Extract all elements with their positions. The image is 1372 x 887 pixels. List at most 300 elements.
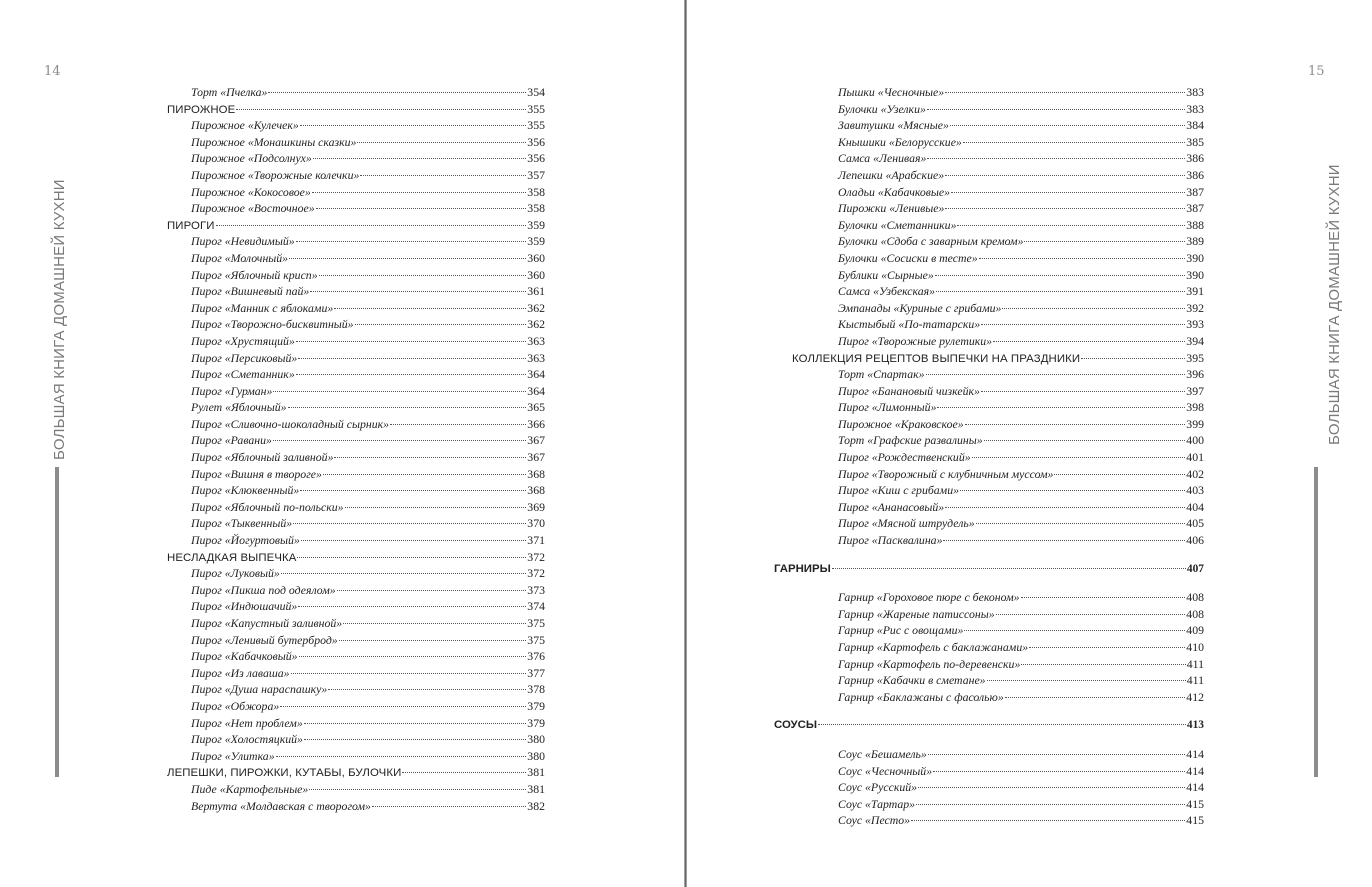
toc-entry[interactable]	[814, 134, 1204, 151]
toc-entry-page: 385	[1186, 134, 1204, 149]
toc-entry-page: 370	[527, 516, 545, 531]
toc-entry-page: 359	[527, 217, 545, 232]
dot-leader	[981, 324, 1185, 325]
toc-category[interactable]	[167, 764, 545, 781]
dot-leader	[987, 680, 1186, 681]
toc-entry-page: 368	[527, 466, 545, 481]
dot-leader	[1021, 597, 1186, 598]
dot-leader	[832, 568, 1186, 569]
dot-leader	[1081, 358, 1185, 359]
toc-entry-page: 356	[527, 134, 545, 149]
toc-entry[interactable]	[167, 665, 545, 682]
dot-leader	[945, 175, 1185, 176]
toc-entry[interactable]	[167, 432, 545, 449]
dot-leader	[299, 656, 527, 657]
toc-entry-title: Пирожное «Краковское»	[838, 416, 964, 431]
toc-entry-page: 378	[527, 682, 545, 697]
dot-leader	[300, 125, 527, 126]
toc-entry-title: Пирог «Мясной штрудель»	[838, 516, 975, 531]
toc-entry-page: 373	[527, 582, 545, 597]
toc-entry-title: Гарнир «Картофель по-деревенски»	[838, 656, 1021, 671]
dot-leader	[1029, 647, 1185, 648]
dot-leader	[296, 374, 527, 375]
dot-leader	[1054, 474, 1185, 475]
toc-entry[interactable]	[167, 134, 545, 151]
dot-leader	[304, 723, 527, 724]
toc-entry-page: 411	[1186, 656, 1204, 671]
section-gap	[814, 549, 1204, 561]
toc-entry[interactable]	[167, 350, 545, 367]
toc-entry-title: Пирожное «Восточное»	[191, 201, 315, 216]
toc-entry-page: 384	[1186, 118, 1204, 133]
toc-entry[interactable]	[167, 798, 545, 815]
toc-entry[interactable]	[814, 622, 1204, 639]
toc-entry-title: Пирог «Невидимый»	[191, 234, 295, 249]
dot-leader	[945, 92, 1185, 93]
page-number: 14	[44, 64, 61, 79]
dot-leader	[964, 630, 1185, 631]
toc-entry-title: Рулет «Яблочный»	[191, 400, 287, 415]
toc-entry[interactable]	[167, 416, 545, 433]
dot-leader	[343, 623, 526, 624]
toc-entry-page: 393	[1186, 317, 1204, 332]
toc-entry-title: Пирог «Луковый»	[191, 566, 280, 581]
toc-entry[interactable]	[167, 499, 545, 516]
toc-entry-title: СОУСЫ	[774, 719, 817, 732]
toc-entry-page: 365	[527, 400, 545, 415]
toc-entry[interactable]	[167, 598, 545, 615]
dot-leader	[334, 308, 526, 309]
toc-entry-page: 398	[1186, 400, 1204, 415]
toc-entry[interactable]	[814, 482, 1204, 499]
toc-entry[interactable]	[167, 184, 545, 201]
dot-leader	[911, 820, 1185, 821]
toc-entry-page: 387	[1186, 184, 1204, 199]
toc-entry-title: Пирог «Тыквенный»	[191, 516, 293, 531]
dot-leader	[296, 241, 527, 242]
dot-leader	[291, 673, 527, 674]
toc-entry-page: 372	[527, 549, 545, 564]
dot-leader	[339, 640, 527, 641]
toc-entry[interactable]	[167, 698, 545, 715]
toc-entry[interactable]	[167, 681, 545, 698]
toc-entry-page: 412	[1186, 689, 1204, 704]
dot-leader	[1002, 308, 1185, 309]
toc-entry-page: 397	[1186, 383, 1204, 398]
toc-entry-page: 355	[527, 118, 545, 133]
toc-entry-page: 400	[1186, 433, 1204, 448]
toc-entry-page: 399	[1186, 416, 1204, 431]
dot-leader	[927, 109, 1185, 110]
toc-entry-page: 361	[527, 284, 545, 299]
toc-entry[interactable]	[167, 632, 545, 649]
table-of-contents	[167, 84, 545, 814]
toc-entry-title: Пирожное «Творожные колечки»	[191, 167, 360, 182]
toc-entry-title: Кнышики «Белорусские»	[838, 134, 962, 149]
toc-entry-page: 371	[527, 533, 545, 548]
toc-entry-title: ГАРНИРЫ	[774, 562, 831, 575]
toc-entry[interactable]	[814, 672, 1204, 689]
dot-leader	[297, 557, 526, 558]
toc-entry[interactable]	[814, 233, 1204, 250]
toc-entry-title: Булочки «Сметанники»	[838, 217, 957, 232]
toc-entry[interactable]	[814, 812, 1204, 829]
toc-entry-title: Гарнир «Рис с овощами»	[838, 623, 964, 638]
dot-leader	[933, 771, 1185, 772]
toc-entry-page: 367	[527, 450, 545, 465]
toc-entry-page: 414	[1186, 780, 1204, 795]
dot-leader	[312, 192, 526, 193]
toc-entry[interactable]	[167, 466, 545, 483]
toc-entry-title: Пирог «Индюшачий»	[191, 599, 298, 614]
toc-entry-page: 377	[527, 665, 545, 680]
toc-entry-page: 386	[1186, 167, 1204, 182]
toc-entry-page: 408	[1186, 590, 1204, 605]
toc-entry-title: Лепешки «Арабские»	[838, 167, 945, 182]
toc-entry[interactable]	[814, 763, 1204, 780]
toc-entry[interactable]	[167, 267, 545, 284]
toc-entry-page: 390	[1186, 250, 1204, 265]
toc-entry-page: 376	[527, 649, 545, 664]
dot-leader	[943, 540, 1185, 541]
right-page	[687, 0, 1372, 887]
toc-entry[interactable]	[814, 184, 1204, 201]
toc-entry[interactable]	[814, 589, 1204, 606]
toc-entry-page: 390	[1186, 267, 1204, 282]
toc-entry-page: 414	[1186, 746, 1204, 761]
toc-section[interactable]	[774, 717, 1204, 734]
dot-leader	[957, 225, 1185, 226]
dot-leader	[950, 125, 1185, 126]
toc-entry-title: Пирог «Из лаваша»	[191, 665, 290, 680]
toc-entry-page: 414	[1186, 763, 1204, 778]
toc-entry[interactable]	[814, 150, 1204, 167]
dot-leader	[996, 614, 1186, 615]
page-number: 15	[1308, 64, 1325, 79]
toc-entry[interactable]	[167, 482, 545, 499]
toc-entry[interactable]	[167, 250, 545, 267]
toc-entry-page: 358	[527, 201, 545, 216]
toc-entry[interactable]	[167, 300, 545, 317]
toc-entry-page: 394	[1186, 333, 1204, 348]
toc-entry[interactable]	[814, 101, 1204, 118]
toc-entry-title: ПИРОГИ	[167, 219, 215, 232]
toc-entry-title: Соус «Песто»	[838, 813, 911, 828]
toc-entry[interactable]	[167, 715, 545, 732]
toc-entry-title: Пирог «Яблочный по-польски»	[191, 499, 344, 514]
dot-leader	[298, 606, 526, 607]
toc-entry[interactable]	[814, 217, 1204, 234]
dot-leader	[993, 341, 1185, 342]
toc-entry-title: Пирог «Сметанник»	[191, 367, 295, 382]
dot-leader	[334, 457, 526, 458]
toc-entry-title: Пирог «Рождественский»	[838, 450, 971, 465]
toc-entry-title: Соус «Русский»	[838, 780, 918, 795]
toc-entry-page: 358	[527, 184, 545, 199]
dot-leader	[288, 407, 527, 408]
toc-category[interactable]	[167, 217, 545, 234]
toc-entry-title: Пирог «Персиковый»	[191, 350, 298, 365]
section-gap	[814, 734, 1204, 746]
toc-entry-page: 406	[1186, 533, 1204, 548]
dot-leader	[268, 92, 526, 93]
toc-entry-title: Булочки «Узелки»	[838, 101, 926, 116]
dot-leader	[979, 258, 1186, 259]
toc-entry-title: Пирожное «Подсолнух»	[191, 151, 312, 166]
running-title: БОЛЬШАЯ КНИГА ДОМАШНЕЙ КУХНИ	[1326, 164, 1343, 445]
toc-entry[interactable]	[814, 399, 1204, 416]
toc-entry-title: Пирог «Кабачковый»	[191, 649, 298, 664]
dot-leader	[355, 324, 527, 325]
toc-entry-page: 360	[527, 267, 545, 282]
toc-entry-page: 410	[1186, 640, 1204, 654]
dot-leader	[293, 523, 526, 524]
toc-entry-page: 359	[527, 234, 545, 249]
toc-entry-page: 388	[1186, 217, 1204, 232]
dot-leader	[981, 391, 1185, 392]
toc-entry[interactable]	[167, 233, 545, 250]
toc-entry-page: 411	[1186, 673, 1204, 688]
toc-entry[interactable]	[814, 300, 1204, 317]
toc-entry[interactable]	[814, 167, 1204, 184]
dot-leader	[951, 192, 1185, 193]
toc-entry[interactable]	[814, 639, 1204, 656]
toc-entry-title: Пирог «Нет проблем»	[191, 715, 303, 730]
toc-entry-page: 372	[527, 566, 545, 581]
toc-entry-title: НЕСЛАДКАЯ ВЫПЕЧКА	[167, 551, 297, 564]
toc-entry-page: 407	[1186, 562, 1204, 575]
toc-entry[interactable]	[167, 84, 545, 101]
toc-entry[interactable]	[814, 466, 1204, 483]
toc-entry-title: Пирожки «Ленивые»	[838, 201, 945, 216]
toc-entry[interactable]	[814, 416, 1204, 433]
side-decoration-bar	[1314, 467, 1318, 777]
dot-leader	[337, 590, 527, 591]
toc-entry-title: Пиде «Картофельные»	[191, 781, 309, 796]
toc-entry-page: 381	[527, 765, 545, 780]
toc-entry[interactable]	[814, 746, 1204, 763]
dot-leader	[328, 689, 526, 690]
toc-entry[interactable]	[814, 84, 1204, 101]
dot-leader	[1021, 664, 1185, 665]
dot-leader	[357, 142, 526, 143]
dot-leader	[927, 158, 1185, 159]
toc-entry[interactable]	[814, 606, 1204, 623]
toc-entry[interactable]	[814, 779, 1204, 796]
toc-entry-title: Пирог «Гурман»	[191, 383, 273, 398]
toc-entry-title: Пирог «Холостяцкий»	[191, 732, 303, 747]
toc-entry-page: 415	[1186, 796, 1204, 811]
toc-entry-page: 379	[527, 698, 545, 713]
toc-entry-title: Гарнир «Жареные патиссоны»	[838, 606, 995, 621]
toc-entry[interactable]	[167, 117, 545, 134]
dot-leader	[936, 291, 1185, 292]
toc-entry-title: Бублики «Сырные»	[838, 267, 934, 282]
dot-leader	[972, 457, 1186, 458]
toc-entry[interactable]	[814, 432, 1204, 449]
toc-entry-title: Пирожное «Кокосовое»	[191, 184, 311, 199]
toc-entry-title: Пирог «Капустный заливной»	[191, 616, 343, 630]
toc-entry-title: ЛЕПЕШКИ, ПИРОЖКИ, КУТАБЫ, БУЛОЧКИ	[167, 767, 402, 780]
toc-entry-page: 356	[527, 151, 545, 166]
toc-entry[interactable]	[167, 781, 545, 798]
toc-entry[interactable]	[814, 689, 1204, 706]
toc-entry[interactable]	[167, 648, 545, 665]
toc-entry-title: Торт «Спартак»	[838, 367, 925, 382]
dot-leader	[926, 374, 1186, 375]
toc-entry-title: Пирог «Хрустящий»	[191, 333, 295, 348]
toc-entry[interactable]	[814, 449, 1204, 466]
toc-entry[interactable]	[814, 333, 1204, 350]
toc-entry-page: 383	[1186, 85, 1204, 99]
dot-leader	[360, 175, 526, 176]
dot-leader	[965, 424, 1186, 425]
toc-entry[interactable]	[167, 748, 545, 765]
toc-entry-page: 405	[1186, 516, 1204, 531]
toc-entry[interactable]	[167, 532, 545, 549]
toc-entry[interactable]	[167, 150, 545, 167]
table-of-contents	[774, 84, 1204, 829]
toc-entry-title: Соус «Тартар»	[838, 796, 916, 811]
toc-entry[interactable]	[814, 499, 1204, 516]
toc-entry-title: Пирог «Творожные рулетики»	[838, 333, 993, 348]
dot-leader	[289, 258, 526, 259]
toc-entry[interactable]	[814, 250, 1204, 267]
toc-entry-title: Пирог «Пасквалина»	[838, 533, 943, 548]
toc-entry-title: ПИРОЖНОЕ	[167, 103, 236, 116]
toc-entry[interactable]	[167, 167, 545, 184]
toc-entry-title: Пирог «Йогуртовый»	[191, 533, 300, 548]
toc-entry[interactable]	[167, 582, 545, 599]
toc-entry-page: 364	[527, 383, 545, 398]
toc-section[interactable]	[774, 561, 1204, 578]
toc-entry[interactable]	[167, 200, 545, 217]
toc-entry-title: Пирог «Молочный»	[191, 250, 289, 265]
dot-leader	[323, 474, 526, 475]
dot-leader	[1024, 241, 1185, 242]
toc-entry[interactable]	[167, 565, 545, 582]
toc-entry-title: Пирог «Яблочный крисп»	[191, 267, 318, 282]
dot-leader	[963, 142, 1185, 143]
toc-entry[interactable]	[167, 731, 545, 748]
toc-category[interactable]	[167, 549, 545, 566]
toc-entry-title: Пирожное «Монашкины сказки»	[191, 134, 357, 149]
toc-entry[interactable]	[167, 333, 545, 350]
toc-entry-title: Гарнир «Баклажаны с фасолью»	[838, 689, 1004, 704]
toc-entry[interactable]	[167, 316, 545, 333]
toc-entry[interactable]	[814, 515, 1204, 532]
dot-leader	[276, 756, 527, 757]
toc-entry-page: 364	[527, 367, 545, 382]
toc-entry[interactable]	[814, 200, 1204, 217]
toc-entry-title: Пирог «Клюквенный»	[191, 483, 300, 498]
dot-leader	[918, 787, 1185, 788]
toc-entry-page: 395	[1186, 350, 1204, 365]
toc-entry-title: Пирог «Вишневый пай»	[191, 284, 310, 299]
toc-entry[interactable]	[814, 656, 1204, 673]
toc-entry-page: 368	[527, 483, 545, 498]
dot-leader	[937, 407, 1185, 408]
dot-leader	[402, 772, 526, 773]
toc-entry[interactable]	[814, 366, 1204, 383]
toc-entry-page: 354	[527, 85, 545, 99]
toc-entry[interactable]	[167, 383, 545, 400]
toc-entry[interactable]	[814, 267, 1204, 284]
toc-entry-title: Пирог «Вишня в твороге»	[191, 466, 322, 481]
toc-entry[interactable]	[814, 383, 1204, 400]
toc-category[interactable]	[792, 350, 1204, 367]
toc-entry-title: Торт «Графские развалины»	[838, 433, 983, 448]
toc-entry-page: 380	[527, 732, 545, 747]
dot-leader	[298, 358, 526, 359]
toc-entry[interactable]	[814, 117, 1204, 134]
dot-leader	[309, 789, 526, 790]
toc-entry-page: 375	[527, 616, 545, 630]
toc-entry-title: Пирог «Душа нараспашку»	[191, 682, 328, 697]
toc-entry[interactable]	[814, 316, 1204, 333]
dot-leader	[280, 706, 526, 707]
toc-entry-page: 381	[527, 781, 545, 796]
toc-entry[interactable]	[167, 399, 545, 416]
dot-leader	[916, 804, 1185, 805]
section-gap	[814, 577, 1204, 589]
toc-entry-page: 380	[527, 748, 545, 763]
dot-leader	[236, 109, 526, 110]
toc-entry-title: Пирог «Обжора»	[191, 698, 280, 713]
toc-entry-page: 383	[1186, 101, 1204, 116]
dot-leader	[345, 507, 527, 508]
toc-entry-page: 409	[1186, 623, 1204, 638]
toc-entry-page: 413	[1186, 719, 1204, 732]
toc-entry-title: Булочки «Сдоба с заварным кремом»	[838, 234, 1024, 249]
toc-entry-title: Пирог «Киш с грибами»	[838, 483, 959, 498]
toc-entry[interactable]	[167, 615, 545, 632]
dot-leader	[1005, 697, 1186, 698]
dot-leader	[296, 341, 526, 342]
toc-entry-page: 375	[527, 632, 545, 647]
toc-entry-page: 369	[527, 499, 545, 514]
toc-entry[interactable]	[167, 449, 545, 466]
toc-entry[interactable]	[167, 283, 545, 300]
toc-entry-page: 391	[1186, 284, 1204, 299]
toc-entry-title: Пирог «Ананасовый»	[838, 499, 945, 514]
dot-leader	[281, 573, 527, 574]
toc-entry-title: Гарнир «Кабачки в сметане»	[838, 673, 986, 688]
toc-entry-page: 362	[527, 300, 545, 315]
toc-entry[interactable]	[814, 283, 1204, 300]
toc-entry-title: Завитушки «Мясные»	[838, 118, 949, 133]
toc-entry-title: Самса «Ленивая»	[838, 151, 927, 166]
toc-entry-page: 363	[527, 350, 545, 365]
toc-entry[interactable]	[167, 366, 545, 383]
toc-entry[interactable]	[814, 532, 1204, 549]
toc-entry[interactable]	[814, 796, 1204, 813]
dot-leader	[945, 208, 1185, 209]
toc-category[interactable]	[167, 101, 545, 118]
toc-entry-page: 357	[527, 167, 545, 182]
dot-leader	[984, 440, 1186, 441]
dot-leader	[216, 225, 527, 226]
toc-entry-page: 402	[1186, 466, 1204, 481]
toc-entry-page: 408	[1186, 606, 1204, 621]
dot-leader	[273, 440, 526, 441]
toc-entry-title: Пирог «Яблочный заливной»	[191, 450, 334, 465]
toc-entry[interactable]	[167, 515, 545, 532]
toc-entry-page: 404	[1186, 499, 1204, 514]
toc-entry-page: 366	[527, 416, 545, 431]
toc-entry-page: 360	[527, 250, 545, 265]
dot-leader	[372, 806, 526, 807]
